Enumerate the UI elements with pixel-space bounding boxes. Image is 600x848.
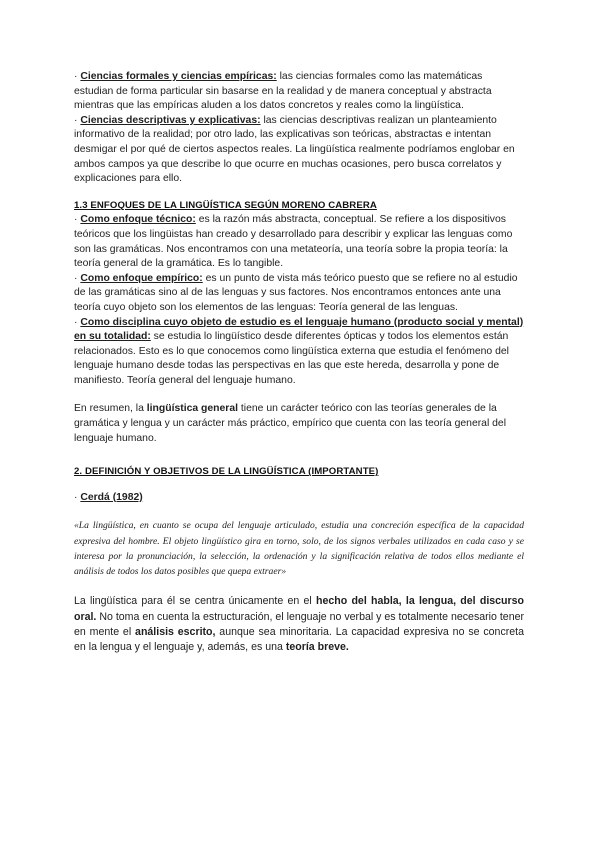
item-enfoque-tecnico [74, 213, 524, 271]
item-text: las ciencias descriptivas realizan un planteamiento informativo de la realidad; por otro lado, las explicativas son teóricas, abstractas e intentan desmigar el por qué de ciertos aspectos reales. La lingüística realmente podríamos englobar en ambos campos ya que describe lo que ocurre en muchas ocasiones, pero busca correlatos y explicaciones para ello. [74, 114, 515, 185]
item-text: las ciencias formales como las matemáticas estudian de forma particular sin basarse en la realidad y de manera conceptual y abstracta mientras que las empíricas aluden a los datos concretos y reales como la lingüística. [74, 71, 492, 112]
para-bold: hecho del habla, la lengua, del discurso oral. [74, 595, 525, 623]
bullet: · [74, 114, 81, 126]
item-disciplina [74, 316, 524, 389]
section-heading-enfoques: 1.3 ENFOQUES DE LA LINGÜÍSTICA SEGÚN MORENO CABRERA [74, 199, 377, 211]
bullet: · [74, 272, 81, 284]
term-label: Ciencias descriptivas y explicativas: [80, 114, 261, 126]
item-text: es un punto de vista más teórico puesto que se refiere no al estudio de las gramáticas sino al de las lenguas y sus factores. Nos encontramos entonces ante una teoría cuyo objeto son los elementos de las lenguas: Teoría general de las lenguas. [74, 272, 518, 313]
para-text: aunque sea minoritaria. La capacidad expresiva no se concreta en la lengua y el lenguaje y, además, es una [74, 626, 524, 654]
author-cerda [74, 491, 524, 506]
item-descriptivas-explicativas [74, 114, 524, 187]
para-text: No toma en cuenta la estructuración, el lenguaje no verbal y es totalmente necesario tener en mente el [74, 610, 524, 639]
item-text: es la razón más abstracta, conceptual. Se refiere a los dispositivos teóricos que los lingüistas han creado y desarrollado para describir y explicar las lenguas como son las gramáticas. Nos encontramos con una metateoría, una teoría sobre la propia teoría: la teoría general de la gramática. Es lo tangible. [74, 214, 513, 270]
term-label: Como enfoque empírico: [80, 272, 203, 284]
summary-paragraph [74, 402, 524, 446]
term-label: Como enfoque técnico: [80, 214, 196, 226]
item-text: se estudia lo lingüístico desde diferentes ópticas y todos los elementos están relacionados. Esto es lo que conocemos como lingüística externa que estudia el fenómeno del lenguaje humano desde todas las perspectivas en las que este hereda, desarrolla y pone de manifiesto. Teoría general del lenguaje humano. [74, 331, 509, 386]
para-bold: análisis escrito, [135, 626, 216, 639]
item-formales-empiricas [74, 70, 524, 114]
summary-text: En resumen, la [74, 403, 147, 415]
author-label: Cerdá (1982) [80, 491, 143, 503]
cerda-quote: «La lingüística, en cuanto se ocupa del lenguaje articulado, estudia una concreción específica de la capacidad expresiva del hombre. El objeto lingüístico gira en torno, solo, de los signos verbales utilizados en cada caso y se interesa por la pronunciación, la selección, la ordenación y la significación relativa de todos ellos mediante el análisis de todos los datos posibles que quepa extraer» [74, 520, 524, 578]
section-heading-definicion: 2. DEFINICIÓN Y OBJETIVOS DE LA LINGÜÍSTICA (IMPORTANTE) [74, 466, 379, 478]
bullet: · [74, 71, 81, 82]
analysis-paragraph [74, 594, 524, 656]
term-label: Ciencias formales y ciencias empíricas: [80, 71, 277, 82]
para-text: La lingüística para él se centra únicamente en el [74, 595, 317, 608]
bullet: · [74, 491, 81, 503]
bullet: · [74, 214, 81, 226]
para-bold: teoría breve. [285, 641, 349, 654]
item-enfoque-empirico [74, 272, 524, 316]
term-label: Como disciplina cuyo objeto de estudio es el lenguaje humano (producto social y mental) en su totalidad: [74, 316, 524, 343]
summary-text: tiene un carácter teórico con las teorías generales de la gramática y lengua y un carácter más práctico, empírico que cuenta con las teoría general del lenguaje humano. [74, 403, 507, 444]
summary-bold-term: lingüística general [146, 403, 239, 415]
bullet: · [74, 316, 81, 328]
